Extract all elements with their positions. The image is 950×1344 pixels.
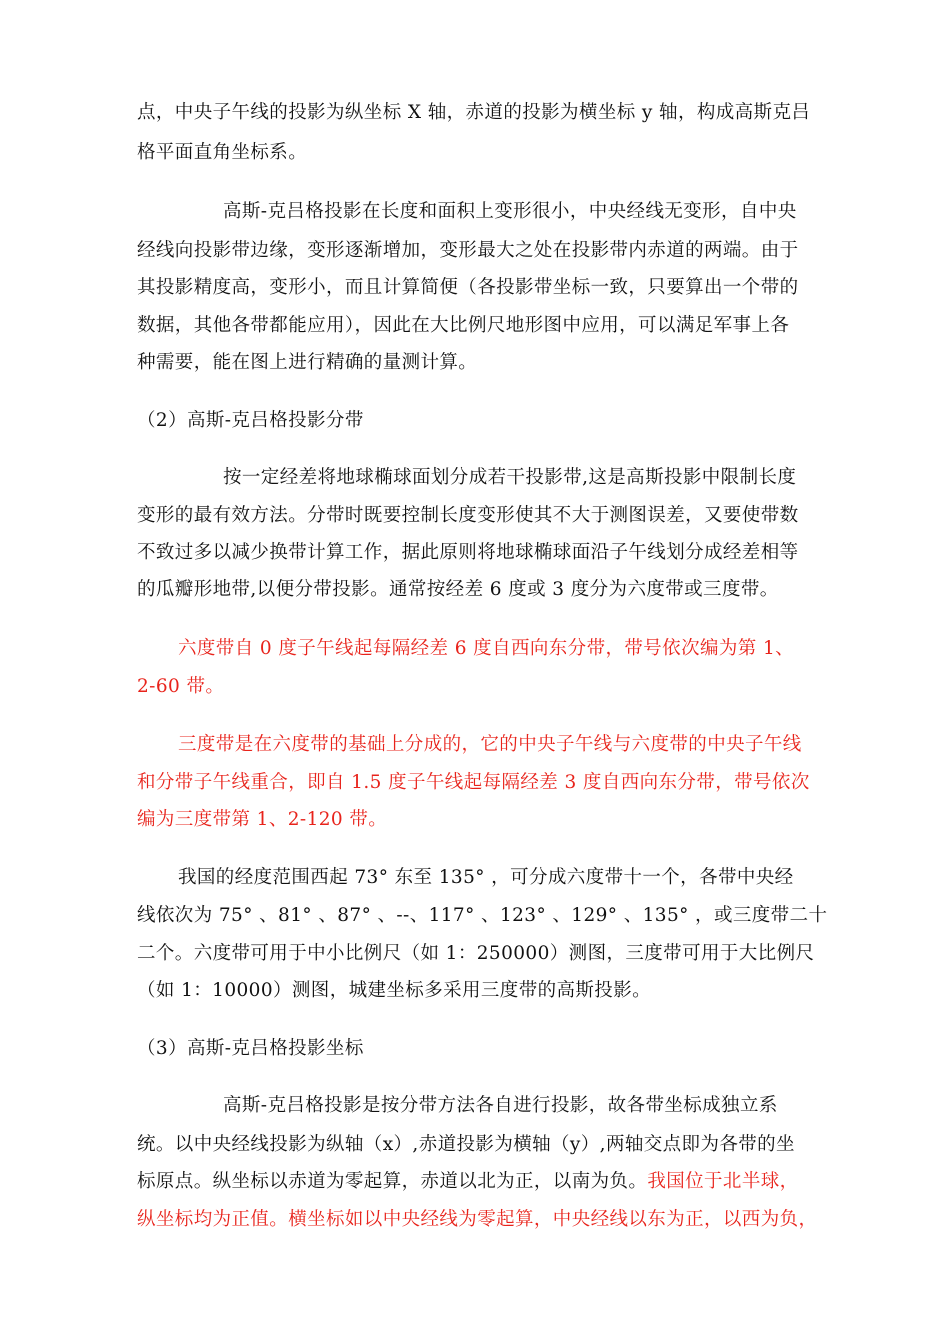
line-segment: 我国的经度范围西起 73° 东至 135° ，可分成六度带十一个，各带中央经: [178, 867, 794, 888]
text-line: [137, 578, 779, 602]
line-segment: 2-60 带。: [137, 676, 225, 697]
line-segment: 编为三度带第 1、2-120 带。: [137, 809, 388, 830]
text-line: [178, 866, 794, 890]
text-line: [178, 733, 802, 757]
heading-text: （3）高斯-克吕格投影坐标: [137, 1038, 364, 1059]
text-line: [137, 904, 827, 928]
text-line: [137, 351, 477, 375]
text-line: [223, 1094, 778, 1118]
line-segment: 的瓜瓣形地带,以便分带投影。通常按经差 6 度或 3 度分为六度带或三度带。: [137, 579, 779, 600]
text-line: [137, 1208, 817, 1232]
line-segment: （如 1：10000）测图，城建坐标多采用三度带的高斯投影。: [137, 980, 652, 1001]
line-segment: 纵坐标均为正值。横坐标如以中央经线为零起算，中央经线以东为正，以西为负，: [137, 1209, 818, 1230]
line-segment: 数据，其他各带都能应用），因此在大比例尺地形图中应用，可以满足军事上各: [137, 315, 790, 336]
line-segment: 其投影精度高，变形小，而且计算简便（各投影带坐标一致，只要算出一个带的: [137, 277, 799, 298]
text-line: [137, 101, 810, 125]
section-heading: [137, 409, 364, 433]
line-segment: 和分带子午线重合，即自 1.5 度子午线起每隔经差 3 度自西向东分带，带号依次: [137, 772, 810, 793]
text-line: [137, 675, 224, 699]
text-line: [137, 239, 799, 263]
text-line: [137, 979, 651, 1003]
line-segment: 六度带自 0 度子午线起每隔经差 6 度自西向东分带，带号依次编为第 1、: [178, 638, 795, 659]
line-segment: 三度带是在六度带的基础上分成的，它的中央子午线与六度带的中央子午线: [178, 734, 802, 755]
text-line: [137, 314, 789, 338]
line-segment: 按一定经差将地球椭球面划分成若干投影带,这是高斯投影中限制长度: [223, 467, 797, 488]
text-line: [137, 541, 799, 565]
line-segment: 经线向投影带边缘，变形逐渐增加，变形最大之处在投影带内赤道的两端。由于: [137, 240, 799, 261]
line-segment: 种需要，能在图上进行精确的量测计算。: [137, 352, 478, 373]
text-line: [137, 276, 799, 300]
line-segment: 变形的最有效方法。分带时既要控制长度变形使其不大于测图误差，又要使带数: [137, 505, 799, 526]
line-segment: 高斯-克吕格投影是按分带方法各自进行投影，故各带坐标成独立系: [223, 1095, 778, 1116]
line-segment: 二个。六度带可用于中小比例尺（如 1：250000）测图，三度带可用于大比例尺: [137, 943, 815, 964]
line-segment: 不致过多以减少换带计算工作，据此原则将地球椭球面沿子午线划分成经差相等: [137, 542, 799, 563]
text-line: [137, 1170, 799, 1194]
line-segment-highlight: 我国位于北半球，: [647, 1171, 799, 1192]
text-line: [137, 504, 799, 528]
text-line: [178, 637, 794, 661]
line-segment: 线依次为 75° 、81° 、87° 、--、117° 、123° 、129° 、135° ，或三度带二十: [137, 905, 828, 926]
line-segment: 格平面直角坐标系。: [137, 142, 308, 163]
text-line: [137, 771, 810, 795]
text-line: [223, 466, 796, 490]
line-segment: 统。以中央经线投影为纵轴（x）,赤道投影为横轴（y）,两轴交点即为各带的坐: [137, 1134, 795, 1155]
heading-text: （2）高斯-克吕格投影分带: [137, 410, 364, 431]
text-line: [137, 141, 307, 165]
text-line: [223, 200, 797, 224]
line-segment: 高斯-克吕格投影在长度和面积上变形很小，中央经线无变形，自中央: [223, 201, 797, 222]
line-segment: 标原点。纵坐标以赤道为零起算，赤道以北为正，以南为负。: [137, 1171, 648, 1192]
line-segment: 点，中央子午线的投影为纵坐标 X 轴，赤道的投影为横坐标 y 轴，构成高斯克吕: [137, 102, 811, 123]
section-heading: [137, 1037, 364, 1061]
text-line: [137, 942, 814, 966]
text-line: [137, 1133, 795, 1157]
text-line: [137, 808, 387, 832]
